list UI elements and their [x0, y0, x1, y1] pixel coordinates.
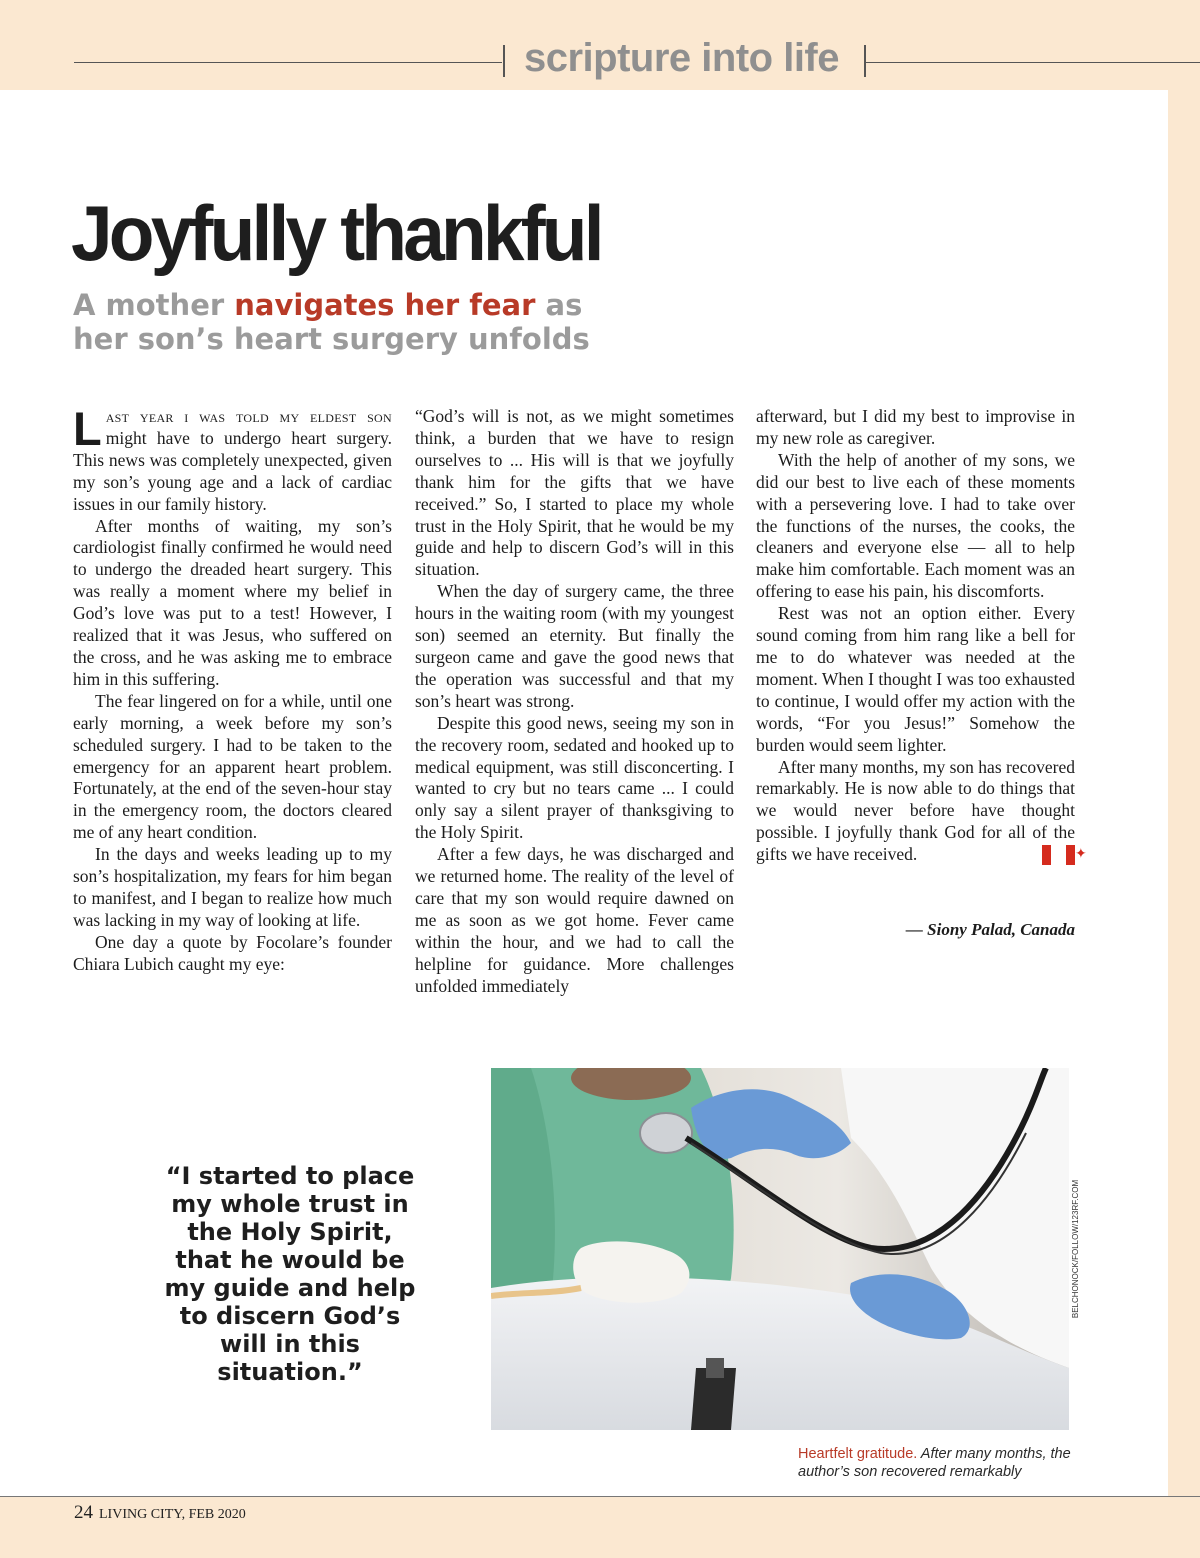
header-rule-left — [74, 62, 502, 63]
paragraph: In the days and weeks leading up to my son’s hospitalization, my fears for him began to manifest, and I began to realize how much was lacking in my way of looking at life. — [73, 844, 392, 930]
subtitle-part-1: A mother — [73, 288, 235, 322]
author-byline: — Siony Palad, Canada — [905, 920, 1075, 939]
drop-cap: L — [73, 402, 102, 455]
header-divider-right — [864, 45, 866, 77]
article-photo — [491, 1068, 1069, 1430]
canada-flag-icon: ✦ — [1042, 845, 1075, 865]
lead-smallcaps: ast year i was told my eldest son — [105, 406, 392, 426]
caption-text: After many months, the author’s son recovered remarkably — [798, 1446, 1071, 1480]
paragraph: After a few days, he was discharged and we returned home. The reality of the level of care that my son would require dawned on me as soon as we got home. Fever came within the hour, and we had to call the helpline for guidance. More challenges unfolded immediately — [415, 844, 734, 996]
pull-quote: “I started to place my whole trust in the Holy Spirit, that he would be my guide and help to discern God’s will in this situation.” — [164, 1162, 416, 1386]
header-rule-right — [866, 62, 1200, 63]
subtitle-highlight: navigates her fear — [234, 288, 536, 322]
paragraph: When the day of surgery came, the three hours in the waiting room (with my youngest son) seemed an eternity. But finally the surgeon came and gave the good news that the operation was successful and that my son’s heart was strong. — [415, 581, 734, 711]
paragraph: “God’s will is not, as we might sometimes think, a burden that we have to resign ourselves to ... His will is that we joyfully thank him for the gifts that we have received.” So, I started to place my whole trust in the Holy Spirit, that he would be my guide and help to discern God’s will in this situation. — [415, 406, 734, 580]
page-footer — [74, 1502, 246, 1524]
article-subtitle — [73, 288, 613, 356]
section-title: scripture into life — [524, 36, 839, 80]
paragraph: One day a quote by Focolare’s founder Chiara Lubich caught my eye: — [73, 931, 392, 974]
paragraph: Rest was not an option either. Every sound coming from him rang like a bell for me to do whatever was needed at the moment. When I thought I was too exhausted to continue, I would offer my action with the words, “For you Jesus!” Somehow the burden would seem lighter. — [756, 603, 1075, 755]
caption-lead: Heartfelt gratitude. — [798, 1446, 918, 1462]
header-divider-left — [503, 45, 505, 77]
closing-text: After many months, my son has recovered remarkably. He is now able to do things that we would never before have thought possible. I joyfully thank God for all of the gifts we have received. — [756, 756, 1075, 865]
closing-paragraph — [756, 756, 1087, 867]
lead-paragraph — [73, 402, 392, 516]
paragraph: The fear lingered on for a while, until one early morning, a week before my son’s scheduled surgery. I had to be taken to the emergency for an apparent heart problem. Fortunately, at the end of the seven-hour stay in the emergency room, the doctors cleared me of any heart condition. — [73, 690, 392, 843]
subtitle-part-2: as her son’s heart surgery unfolds — [73, 288, 590, 356]
publication-name: LIVING CITY, FEB 2020 — [99, 1507, 246, 1522]
footer-rule — [0, 1496, 1200, 1497]
article-column-3 — [756, 406, 1087, 866]
page-number: 24 — [74, 1502, 93, 1523]
lead-text: might have to undergo heart surgery. This news was completely unexpected, given my son’s young age and a lack of cardiac issues in our family history. — [73, 427, 392, 514]
paragraph: Despite this good news, seeing my son in the recovery room, sedated and hooked up to medical equipment, was still disconcerting. I wanted to cry but no tears came ... I could only say a silent prayer of thanksgiving to the Holy Spirit. — [415, 712, 734, 843]
doctor-stethoscope-photo — [491, 1068, 1069, 1430]
article-title: Joyfully thankful — [71, 189, 601, 277]
paragraph: After months of waiting, my son’s cardiologist finally confirmed he would need to undergo the dreaded heart surgery. This was really a moment where my belief in God’s love was put to a test! However, I realized that it was Jesus, who suffered on the cross, and he was asking me to embrace him in this suffering. — [73, 515, 392, 689]
article-column-1 — [73, 402, 392, 976]
photo-credit: BELCHONOCK/FOLLOW/123RF.COM — [1071, 1179, 1080, 1319]
photo-caption — [798, 1445, 1078, 1481]
article-column-2 — [415, 406, 734, 997]
paragraph: With the help of another of my sons, we did our best to live each of these moments with a persevering love. I had to take over the functions of the nurses, the cooks, the cleaners and everyone else — all to help make him comfortable. Each moment was an offering to ease his pain, his discomforts. — [756, 449, 1075, 602]
paragraph: afterward, but I did my best to improvise in my new role as caregiver. — [756, 406, 1075, 448]
